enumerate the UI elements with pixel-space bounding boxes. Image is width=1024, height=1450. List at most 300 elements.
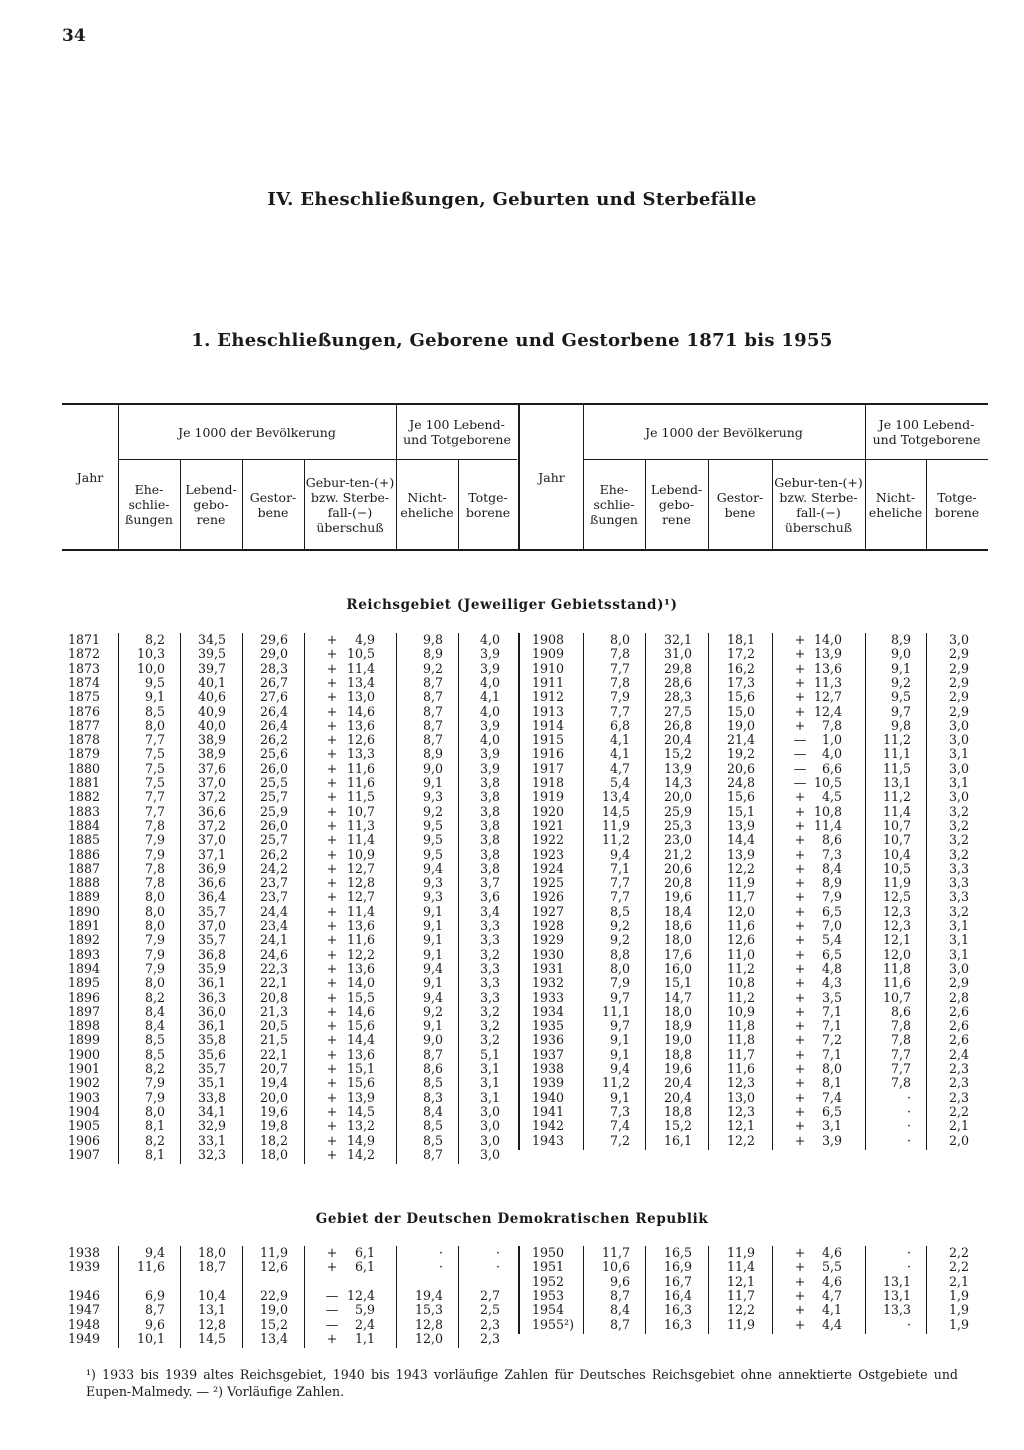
lebendgeborene-cell: 18,9 [663,1018,692,1034]
eheschliessungen-cell: 8,0 [144,717,165,733]
ueberschuss-cell: 14,2 [346,1146,375,1162]
eheschliessungen-cell: 8,7 [609,1316,630,1332]
gestorbene-cell: 11,7 [726,1287,755,1303]
totgeborene-cell: 1,9 [948,1302,969,1318]
nichteheliche-cell: 7,8 [890,1032,911,1048]
ueberschuss-cell: 14,0 [346,975,375,991]
lebendgeborene-cell: 36,1 [197,975,226,991]
ueberschuss-cell: 4,7 [821,1287,842,1303]
eheschliessungen-cell: 8,0 [144,975,165,991]
page-number: 34 [62,26,86,46]
totgeborene-cell: 2,2 [948,1103,969,1119]
totgeborene-cell: 4,0 [479,732,500,748]
vorzeichen-cell: — [793,732,807,748]
gestorbene-cell: 28,3 [259,660,288,676]
ueberschuss-cell: 11,6 [346,932,375,948]
vorzeichen-cell: + [326,960,338,976]
table-row [0,1246,1024,1260]
jahr-cell: 1891 [67,918,100,933]
vorzeichen-cell: + [794,846,806,862]
nichteheliche-cell: 8,7 [422,1146,443,1162]
nichteheliche-cell: 13,3 [882,1302,911,1318]
lebendgeborene-cell: 32,1 [663,632,692,647]
table-row [0,1303,1024,1317]
jahr-cell: 1948 [67,1316,100,1332]
jahr-cell: 1936 [532,1032,565,1048]
eheschliessungen-cell: 7,9 [144,1075,165,1091]
vorzeichen-cell: + [794,1046,806,1062]
jahr-cell: 1914 [532,717,565,733]
nichteheliche-cell: 7,8 [890,1018,911,1034]
totgeborene-cell: 3,3 [479,989,500,1005]
jahr-cell: 1876 [67,703,100,719]
jahr-cell: 1953 [532,1287,565,1303]
lebendgeborene-cell: 37,0 [197,918,226,933]
vorzeichen-cell: + [794,1118,806,1134]
header-geburten-right: Gebur-ten-(+) bzw. Sterbe-fall-(−) überschuß [774,474,863,535]
vorzeichen-cell: + [794,903,806,919]
ueberschuss-cell: 13,6 [346,918,375,933]
totgeborene-cell: 3,1 [948,746,969,762]
eheschliessungen-cell: 7,2 [609,1132,630,1148]
jahr-cell: 1950 [532,1245,565,1260]
eheschliessungen-cell: 8,4 [144,1003,165,1019]
header-geburten-left: Gebur-ten-(+) bzw. Sterbe-fall-(−) überschuß [305,474,395,535]
ueberschuss-cell: 4,5 [821,789,842,805]
eheschliessungen-cell: 7,8 [144,817,165,833]
totgeborene-cell: 3,1 [948,932,969,948]
lebendgeborene-cell: 36,1 [197,1018,226,1034]
vorzeichen-cell: + [326,875,338,891]
vorzeichen-cell: + [326,889,338,905]
eheschliessungen-cell: 7,7 [609,660,630,676]
jahr-cell: 1929 [532,932,565,948]
gestorbene-cell: 15,0 [726,703,755,719]
table-row [0,1048,1024,1062]
totgeborene-cell: · [495,1245,500,1260]
lebendgeborene-cell: 29,8 [663,660,692,676]
lebendgeborene-cell: 36,8 [197,946,226,962]
vorzeichen-cell: + [326,946,338,962]
jahr-cell: 1880 [67,760,100,776]
eheschliessungen-cell: 11,2 [601,832,630,848]
vorzeichen-cell: + [326,1061,338,1076]
eheschliessungen-cell: 8,7 [609,1287,630,1303]
gestorbene-cell: 25,6 [259,746,288,762]
lebendgeborene-cell: 14,3 [663,775,692,790]
lebendgeborene-cell: 37,1 [197,846,226,862]
eheschliessungen-cell: 7,5 [144,775,165,790]
table-row [0,647,1024,661]
totgeborene-cell: 2,1 [948,1118,969,1134]
vorzeichen-cell: + [794,1132,806,1148]
nichteheliche-cell: 8,7 [422,674,443,690]
lebendgeborene-cell: 36,9 [197,860,226,876]
gestorbene-cell: 11,6 [726,1061,755,1076]
eheschliessungen-cell: 8,5 [144,1032,165,1048]
gestorbene-cell: 19,0 [259,1302,288,1318]
gestorbene-cell: 11,0 [726,946,755,962]
table-row [0,948,1024,962]
ueberschuss-cell: 7,1 [821,1018,842,1034]
totgeborene-cell: 3,2 [479,946,500,962]
vorzeichen-cell: + [326,689,338,705]
ueberschuss-cell: 4,6 [821,1245,842,1260]
ueberschuss-cell: 10,9 [346,846,375,862]
table-row [0,1062,1024,1076]
gestorbene-cell: 19,2 [726,746,755,762]
table-row [0,1275,1024,1289]
gestorbene-cell: 15,1 [726,803,755,819]
nichteheliche-cell: 19,4 [414,1287,443,1303]
table-row [0,876,1024,890]
jahr-cell: 1887 [67,860,100,876]
jahr-cell: 1875 [67,689,100,705]
vorzeichen-cell: + [794,1075,806,1091]
lebendgeborene-cell: 34,1 [197,1103,226,1119]
gestorbene-cell: 18,1 [726,632,755,647]
lebendgeborene-cell: 20,4 [663,1075,692,1091]
totgeborene-cell: 3,0 [948,732,969,748]
totgeborene-cell: 3,2 [948,817,969,833]
nichteheliche-cell: 7,8 [890,1075,911,1091]
jahr-cell: 1922 [532,832,565,848]
nichteheliche-cell: 9,4 [422,989,443,1005]
eheschliessungen-cell: 4,1 [609,746,630,762]
vorzeichen-cell: — [325,1316,339,1332]
totgeborene-cell: 2,3 [948,1075,969,1091]
header-je100-right: Je 100 Lebend- und Totgeborene [872,417,981,447]
footnote: ¹) 1933 bis 1939 altes Reichsgebiet, 1940 bis 1943 vorläufige Zahlen für Deutsches Reichsgebiet ohne annektierte Ostgebiete und Eupen-Malmedy. — ²) Vorläufige Zahlen. [86,1367,958,1399]
jahr-cell: 1895 [67,975,100,991]
gestorbene-cell: 29,6 [259,632,288,647]
nichteheliche-cell: 13,1 [882,1273,911,1289]
gestorbene-cell: 29,0 [259,646,288,662]
ueberschuss-cell: 3,9 [821,1132,842,1148]
table-row [0,848,1024,862]
ueberschuss-cell: 7,8 [821,717,842,733]
totgeborene-cell: 2,3 [479,1316,500,1332]
ueberschuss-cell: 11,5 [346,789,375,805]
ueberschuss-cell: 8,0 [821,1061,842,1076]
ueberschuss-cell: 2,4 [354,1316,375,1332]
eheschliessungen-cell: 10,6 [601,1259,630,1275]
table-row [0,1318,1024,1332]
gestorbene-cell: 19,6 [259,1103,288,1119]
vorzeichen-cell: + [326,732,338,748]
jahr-cell: 1908 [532,632,565,647]
gestorbene-cell: 26,4 [259,717,288,733]
gestorbene-cell: 12,1 [726,1118,755,1134]
jahr-cell: 1873 [67,660,100,676]
totgeborene-cell: 3,2 [479,1003,500,1019]
totgeborene-cell: 3,2 [948,832,969,848]
nichteheliche-cell: 8,7 [422,732,443,748]
totgeborene-cell: 3,9 [479,717,500,733]
nichteheliche-cell: 8,7 [422,689,443,705]
lebendgeborene-cell: 25,3 [663,817,692,833]
nichteheliche-cell: 9,4 [422,960,443,976]
totgeborene-cell: 3,2 [948,803,969,819]
nichteheliche-cell: 8,5 [422,1132,443,1148]
nichteheliche-cell: 11,1 [882,746,911,762]
jahr-cell: 1906 [67,1132,100,1148]
gestorbene-cell: 12,6 [726,932,755,948]
totgeborene-cell: 3,0 [948,960,969,976]
totgeborene-cell: 2,2 [948,1259,969,1275]
vorzeichen-cell: + [794,674,806,690]
eheschliessungen-cell: 5,4 [609,775,630,790]
nichteheliche-cell: 8,9 [422,646,443,662]
gestorbene-cell: 23,7 [259,875,288,891]
totgeborene-cell: 2,6 [948,1032,969,1048]
totgeborene-cell: 2,6 [948,1003,969,1019]
totgeborene-cell: 4,0 [479,674,500,690]
eheschliessungen-cell: 8,2 [144,1132,165,1148]
ueberschuss-cell: 5,5 [821,1259,842,1275]
ueberschuss-cell: 14,0 [813,632,842,647]
eheschliessungen-cell: 11,9 [601,817,630,833]
lebendgeborene-cell: 40,9 [197,703,226,719]
vorzeichen-cell: + [794,1302,806,1318]
eheschliessungen-cell: 7,8 [144,860,165,876]
table-row [0,991,1024,1005]
totgeborene-cell: 3,3 [948,875,969,891]
gestorbene-cell: 12,3 [726,1103,755,1119]
nichteheliche-cell: 9,0 [422,1032,443,1048]
jahr-cell: 1913 [532,703,565,719]
vorzeichen-cell: + [326,1118,338,1134]
jahr-cell: 1920 [532,803,565,819]
totgeborene-cell: 3,2 [948,846,969,862]
eheschliessungen-cell: 4,7 [609,760,630,776]
gestorbene-cell: 17,2 [726,646,755,662]
ueberschuss-cell: 15,1 [346,1061,375,1076]
totgeborene-cell: 3,0 [479,1118,500,1134]
jahr-cell: 1933 [532,989,565,1005]
header-ehe-right: Ehe-schlie-ßungen [590,482,638,527]
table-row [0,1134,1024,1148]
ueberschuss-cell: 8,1 [821,1075,842,1091]
ueberschuss-cell: 4,9 [354,632,375,647]
lebendgeborene-cell: 23,0 [663,832,692,848]
nichteheliche-cell: 8,5 [422,1075,443,1091]
vorzeichen-cell: + [326,817,338,833]
vorzeichen-cell: + [326,1146,338,1162]
nichteheliche-cell: 9,7 [890,703,911,719]
totgeborene-cell: 2,7 [479,1287,500,1303]
table-row [0,790,1024,804]
gestorbene-cell: 11,9 [726,1245,755,1260]
nichteheliche-cell: 9,1 [422,918,443,933]
vorzeichen-cell: + [794,717,806,733]
eheschliessungen-cell: 7,8 [609,646,630,662]
eheschliessungen-cell: 8,0 [609,632,630,647]
jahr-cell: 1940 [532,1089,565,1105]
nichteheliche-cell: 10,7 [882,832,911,848]
header-bottom-rule [62,549,988,551]
jahr-cell: 1877 [67,717,100,733]
eheschliessungen-cell: 13,4 [601,789,630,805]
nichteheliche-cell: 10,7 [882,989,911,1005]
header-lebend-left: Lebend-gebo-rene [185,482,237,527]
gestorbene-cell: 18,0 [259,1146,288,1162]
vorzeichen-cell: + [326,789,338,805]
totgeborene-cell: 3,0 [479,1103,500,1119]
vorzeichen-cell: + [794,918,806,933]
lebendgeborene-cell: 18,7 [197,1259,226,1275]
nichteheliche-cell: 12,0 [882,946,911,962]
vorzeichen-cell: + [326,803,338,819]
eheschliessungen-cell: 7,9 [609,689,630,705]
totgeborene-cell: · [495,1259,500,1275]
gestorbene-cell: 25,7 [259,832,288,848]
vorzeichen-cell: + [794,817,806,833]
nichteheliche-cell: 8,5 [422,1118,443,1134]
gestorbene-cell: 20,8 [259,989,288,1005]
ueberschuss-cell: 6,5 [821,946,842,962]
gestorbene-cell: 11,9 [726,1316,755,1332]
totgeborene-cell: 3,9 [479,646,500,662]
nichteheliche-cell: · [906,1316,911,1332]
totgeborene-cell: 3,1 [479,1061,500,1076]
gestorbene-cell: 12,0 [726,903,755,919]
ueberschuss-cell: 12,2 [346,946,375,962]
eheschliessungen-cell: 7,5 [144,746,165,762]
lebendgeborene-cell: 18,0 [663,1003,692,1019]
jahr-cell: 1951 [532,1259,565,1275]
vorzeichen-cell: + [326,746,338,762]
ueberschuss-cell: 13,3 [346,746,375,762]
table-row [0,1119,1024,1133]
jahr-cell: 1927 [532,903,565,919]
reich-right-block [0,633,1024,1173]
lebendgeborene-cell: 19,6 [663,889,692,905]
vorzeichen-cell: + [794,689,806,705]
gestorbene-cell: 11,7 [726,889,755,905]
eheschliessungen-cell: 11,6 [136,1259,165,1275]
eheschliessungen-cell: 8,1 [144,1118,165,1134]
lebendgeborene-cell: 18,8 [663,1046,692,1062]
ueberschuss-cell: 3,5 [821,989,842,1005]
header-nichteheliche-left: Nicht-eheliche [400,489,454,520]
gestorbene-cell: 23,4 [259,918,288,933]
totgeborene-cell: 3,8 [479,789,500,805]
eheschliessungen-cell: 9,6 [609,1273,630,1289]
nichteheliche-cell: 7,7 [890,1061,911,1076]
vorzeichen-cell: + [794,1018,806,1034]
eheschliessungen-cell: 8,2 [144,989,165,1005]
ueberschuss-cell: 6,5 [821,903,842,919]
jahr-cell: 1930 [532,946,565,962]
lebendgeborene-cell: 35,6 [197,1046,226,1062]
totgeborene-cell: 2,9 [948,646,969,662]
jahr-cell: 1896 [67,989,100,1005]
gestorbene-cell: 12,6 [259,1259,288,1275]
eheschliessungen-cell: 7,7 [609,703,630,719]
ueberschuss-cell: 11,4 [346,660,375,676]
gestorbene-cell: 15,6 [726,689,755,705]
nichteheliche-cell: · [906,1089,911,1105]
ueberschuss-cell: 5,4 [821,932,842,948]
table-title: 1. Eheschließungen, Geborene und Gestorbene 1871 bis 1955 [191,330,833,351]
eheschliessungen-cell: 11,2 [601,1075,630,1091]
lebendgeborene-cell: 26,8 [663,717,692,733]
vorzeichen-cell: + [794,889,806,905]
lebendgeborene-cell: 18,4 [663,903,692,919]
ueberschuss-cell: 11,4 [346,832,375,848]
nichteheliche-cell: 9,1 [422,932,443,948]
eheschliessungen-cell: 8,7 [144,1302,165,1318]
nichteheliche-cell: 9,2 [422,803,443,819]
eheschliessungen-cell: 8,5 [609,903,630,919]
totgeborene-cell: 4,1 [479,689,500,705]
lebendgeborene-cell: 35,8 [197,1032,226,1048]
lebendgeborene-cell: 33,8 [197,1089,226,1105]
table-row [0,962,1024,976]
eheschliessungen-cell: 7,7 [609,875,630,891]
eheschliessungen-cell: 8,0 [144,1103,165,1119]
gestorbene-cell: 18,2 [259,1132,288,1148]
eheschliessungen-cell: 9,2 [609,932,630,948]
jahr-cell: 1912 [532,689,565,705]
nichteheliche-cell: 11,5 [882,760,911,776]
vorzeichen-cell: + [794,1287,806,1303]
gestorbene-cell: 11,6 [726,918,755,933]
lebendgeborene-cell: 39,7 [197,660,226,676]
ueberschuss-cell: 8,9 [821,875,842,891]
gestorbene-cell: 19,4 [259,1075,288,1091]
totgeborene-cell: 2,5 [479,1302,500,1318]
gestorbene-cell: 22,1 [259,975,288,991]
ueberschuss-cell: 10,5 [346,646,375,662]
table-row [0,1076,1024,1090]
eheschliessungen-cell: 9,4 [609,1061,630,1076]
eheschliessungen-cell: 8,4 [609,1302,630,1318]
ueberschuss-cell: 11,3 [813,674,842,690]
gestorbene-cell: 17,3 [726,674,755,690]
lebendgeborene-cell: 16,1 [663,1132,692,1148]
vorzeichen-cell: + [326,632,338,647]
eheschliessungen-cell: 7,1 [609,860,630,876]
vorzeichen-cell: + [794,703,806,719]
vorzeichen-cell: + [794,1089,806,1105]
jahr-cell: 1918 [532,775,565,790]
lebendgeborene-cell: 15,2 [663,746,692,762]
jahr-cell: 1902 [67,1075,100,1091]
ueberschuss-cell: 1,0 [821,732,842,748]
totgeborene-cell: 3,1 [479,1089,500,1105]
jahr-cell: 1893 [67,946,100,962]
nichteheliche-cell: 8,7 [422,703,443,719]
eheschliessungen-cell: 7,9 [144,1089,165,1105]
nichteheliche-cell: 9,0 [890,646,911,662]
jahr-cell: 1903 [67,1089,100,1105]
jahr-cell: 1925 [532,875,565,891]
jahr-cell: 1885 [67,832,100,848]
header-nichteheliche-right: Nicht-eheliche [868,489,923,520]
totgeborene-cell: 3,8 [479,832,500,848]
totgeborene-cell: 3,0 [948,760,969,776]
ueberschuss-cell: 6,5 [821,1103,842,1119]
nichteheliche-cell: 9,8 [890,717,911,733]
lebendgeborene-cell: 31,0 [663,646,692,662]
nichteheliche-cell: 8,6 [890,1003,911,1019]
ueberschuss-cell: 4,4 [821,1316,842,1332]
totgeborene-cell: 3,9 [479,760,500,776]
nichteheliche-cell: 9,1 [422,975,443,991]
gestorbene-cell: 26,2 [259,846,288,862]
